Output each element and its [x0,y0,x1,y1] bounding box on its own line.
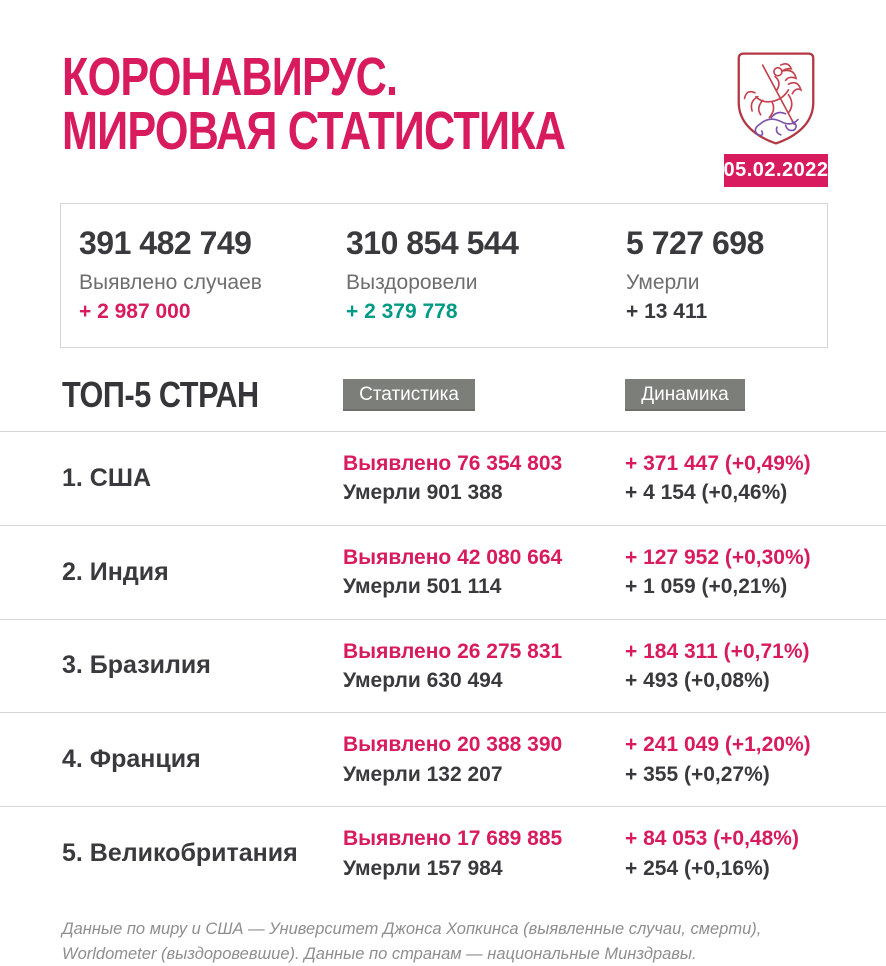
stat-label: Выздоровели [346,271,478,294]
delta-deaths: + 493 (+0,08%) [625,668,770,692]
detected-line: Выявлено 42 080 664 [343,545,563,569]
table-row-brazil [0,619,886,713]
country-dynamics [625,637,828,696]
stat-value: 391 482 749 [79,225,252,261]
detected-line: Выявлено 17 689 885 [343,827,563,851]
stat-delta: + 13 411 [626,300,708,323]
stat-delta: + 2 987 000 [79,300,191,323]
delta-deaths: + 254 (+0,16%) [625,856,770,880]
stat-value: 310 854 544 [346,225,519,261]
country-dynamics [625,543,828,602]
stat-delta: + 2 379 778 [346,300,458,323]
page-title-line2: МИРОВАЯ СТАТИСТИКА [62,101,566,161]
delta-detected: + 241 049 (+1,20%) [625,733,811,757]
header [0,0,886,187]
global-stat-detected [79,225,346,324]
deaths-line: Умерли 901 388 [343,481,503,505]
column-badge-statistics: Статистика [343,379,475,411]
top5-title: ТОП-5 СТРАН [62,374,259,415]
country-statistics [343,637,625,696]
table-row-uk [0,806,886,900]
column-badge-dynamics: Динамика [625,379,745,411]
stat-label: Выявлено случаев [79,271,262,294]
delta-detected: + 371 447 (+0,49%) [625,452,811,475]
deaths-line: Умерли 630 494 [343,668,503,692]
detected-line: Выявлено 76 354 803 [343,452,563,475]
detected-line: Выявлено 20 388 390 [343,733,563,757]
table-row-france [0,712,886,806]
page-title [62,47,566,161]
country-name: 2. Индия [62,557,169,586]
country-name: 1. США [62,463,152,492]
country-statistics [343,824,625,883]
country-dynamics [625,449,828,508]
page-title-line1: КОРОНАВИРУС. [62,47,398,107]
delta-detected: + 127 952 (+0,30%) [625,545,811,569]
country-statistics [343,543,625,602]
global-stat-recovered [346,225,626,324]
stat-value: 5 727 698 [626,225,764,261]
deaths-line: Умерли 132 207 [343,762,503,786]
country-statistics [343,730,625,789]
country-statistics [343,449,625,508]
stat-label: Умерли [626,271,700,294]
table-row-india [0,525,886,619]
date-badge: 05.02.2022 [724,154,828,187]
global-stats-box [60,203,828,348]
data-sources-note: Данные по миру и США — Университет Джонса Хопкинса (выявленные случаи, смерти), Worldometer (выздоровевшие). Данные по странам — национальные Минздравы. [62,919,762,963]
country-dynamics [625,730,828,789]
country-dynamics [625,824,828,883]
deaths-line: Умерли 501 114 [343,575,502,599]
table-row-usa [0,431,886,525]
delta-detected: + 84 053 (+0,48%) [625,827,799,851]
logo-block [724,50,828,187]
delta-deaths: + 1 059 (+0,21%) [625,575,788,599]
country-name: 3. Бразилия [62,651,211,680]
deaths-line: Умерли 157 984 [343,856,503,880]
global-stat-deaths [626,225,827,324]
detected-line: Выявлено 26 275 831 [343,639,563,663]
delta-detected: + 184 311 (+0,71%) [625,639,810,663]
delta-deaths: + 4 154 (+0,46%) [625,481,788,505]
moscow-coat-of-arms-icon [733,50,819,147]
top5-header [0,374,886,431]
country-name: 4. Франция [62,745,201,774]
country-name: 5. Великобритания [62,839,298,868]
delta-deaths: + 355 (+0,27%) [625,762,770,786]
